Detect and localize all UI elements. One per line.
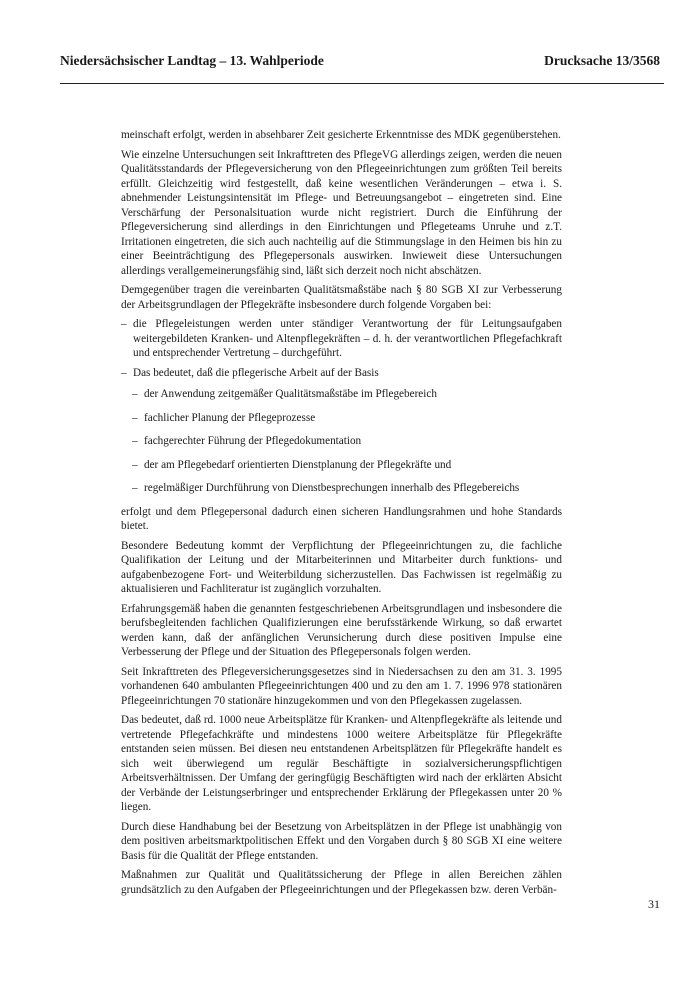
header-title: Niedersächsischer Landtag – 13. Wahlperiode [60,53,324,68]
header-rule [60,83,664,84]
list-item-text: Das bedeutet, daß die pflegerische Arbeit auf der Basis [133,366,379,379]
list-dash: – [132,435,138,447]
page-number: 31 [648,897,660,911]
paragraph: Erfahrungsgemäß haben die genannten festgeschriebenen Arbeitsgrundlagen und insbesondere die berufsbegleitenden fachlichen Qualifizierungen eine berufsstärkende Wirkung, so daß erwartet werden kann, daß der anfänglichen Verunsicherung durch diese positiven Impulse eine Verbesserung der Pflege und der Situation des Pflegepersonals folgen werden. [121,602,562,658]
list-dash: – [121,366,127,379]
list-dash: – [132,388,138,400]
sub-list-item-text: der am Pflegebedarf orientierten Dienstplanung der Pflegekräfte und [144,458,452,471]
sub-list-item [132,387,562,402]
sub-list-item-text: fachlicher Planung der Pflegeprozesse [144,411,316,424]
list-dash: – [132,411,138,424]
list-item [121,317,562,361]
paragraph: Das bedeutet, daß rd. 1000 neue Arbeitsplätze für Kranken- und Altenpflegekräfte als leitende und vertretende Pflegefachkräfte und mindestens 1000 weitere Arbeitsplätze für Pflegekräfte entstanden seien müssen. Bei diesen neu entstandenen Arbeitsplätzen für Pflegekräfte handelt es sich weit überwiegend um regulär Beschäftigte in sozialversicherungspflichtigen Arbeitsverhältnissen. Der Umfang der geringfügig Beschäftigten wird nach der erklärten Absicht der Verbände der Leistungserbringer und entsprechender Erklärung der Pflegekassen unter 20 % liegen. [121,714,562,813]
sub-list-item [132,411,562,426]
list-dash: – [132,482,138,494]
sub-list-item-text: der Anwendung zeitgemäßer Qualitätsmaßstäbe im Pflegebereich [144,388,437,400]
paragraph: Durch diese Handhabung bei der Besetzung von Arbeitsplätzen in der Pflege ist unabhängig von dem positiven arbeitsmarktpolitischen Effekt und den Vorgaben durch § 80 SGB XI eine weitere Basis für die Qualität der Pflege entstanden. [121,820,562,862]
paragraph: erfolgt und dem Pflegepersonal dadurch einen sicheren Handlungsrahmen und hohe Standards bietet. [121,505,562,532]
sub-list-item [132,481,562,496]
sub-list-item-text: regelmäßiger Durchführung von Dienstbesprechungen innerhalb des Pflegebereichs [144,482,520,494]
paragraph: Besondere Bedeutung kommt der Verpflichtung der Pflegeeinrichtungen zu, die fachliche Qualifikation der Leitung und der Mitarbeiterinnen und Mitarbeiter durch funktions- und aufgabenbezogene Fort- und Weiterbildung sicherzustellen. Das Fachwissen ist regelmäßig zu aktualisieren und Fachliteratur ist zugänglich vorzuhalten. [121,539,562,595]
sub-list-item-text: fachgerechter Führung der Pflegedokumentation [144,435,362,447]
paragraph: meinschaft erfolgt, werden in absehbarer Zeit gesicherte Erkenntnisse des MDK gegenüberstehen. [121,129,561,141]
list-item-text: die Pflegeleistungen werden unter ständiger Verantwortung der für Leitungsaufgaben weitergebildeten Kranken- und Altenpflegekräften – d. h. der verantwortlichen Pflegefachkraft und entsprechender Vertretung – durchgeführt. [133,318,562,359]
paragraph: Wie einzelne Untersuchungen seit Inkrafttreten des PflegeVG allerdings zeigen, werden die neuen Qualitätsstandards der Pflegeversicherung von den Pflegeeinrichtungen zum größten Teil bereits erfüllt. Gleichzeitig wird festgestellt, daß keine wesentlichen Veränderungen – etwa i. S. abnehmender Leistungsintensität im Pflege- und Betreuungsangebot – eingetreten sind. Eine Verschärfung der Personalsituation wurde nicht registriert. Durch die Einführung der Pflegeversicherung sind allerdings in den Einrichtungen und Pflegeteams Unruhe und z.T. Irritationen eingetreten, die sich auch nachteilig auf die Stimmungslage in den Heimen bis hin zu einer Beeinträchtigung des Pflegepersonals auswirken. Inwieweit diese Untersuchungen allerdings verallgemeinerungsfähig sind, läßt sich derzeit noch nicht abschätzen. [121,148,562,277]
header-document-number: Drucksache 13/3568 [544,53,660,68]
list-item [121,366,562,381]
sub-list-item [132,434,562,449]
sub-list-item [132,458,562,473]
paragraph: Seit Inkrafttreten des Pflegeversicherungsgesetzes sind in Niedersachsen zu den am 31. 3. 1995 vorhandenen 640 ambulanten Pflegeeinrichtungen 400 und zu den am 1. 7. 1996 978 stationären Pflegeeinrichtungen 70 stationäre hinzugekommen und von den Pflegekassen zugelassen. [121,665,562,707]
list-dash: – [121,318,127,330]
document-body [121,128,562,902]
paragraph: Maßnahmen zur Qualität und Qualitätssicherung der Pflege in allen Bereichen zählen grundsätzlich zu den Aufgaben der Pflegeeinrichtungen und der Pflegekassen bzw. deren Verbän- [121,869,562,896]
paragraph: Demgegenüber tragen die vereinbarten Qualitätsmaßstäbe nach § 80 SGB XI zur Verbesserung der Arbeitsgrundlagen der Pflegekräfte insbesondere durch folgende Vorgaben bei: [121,284,562,311]
list-dash: – [132,458,138,471]
page-header [60,53,660,73]
